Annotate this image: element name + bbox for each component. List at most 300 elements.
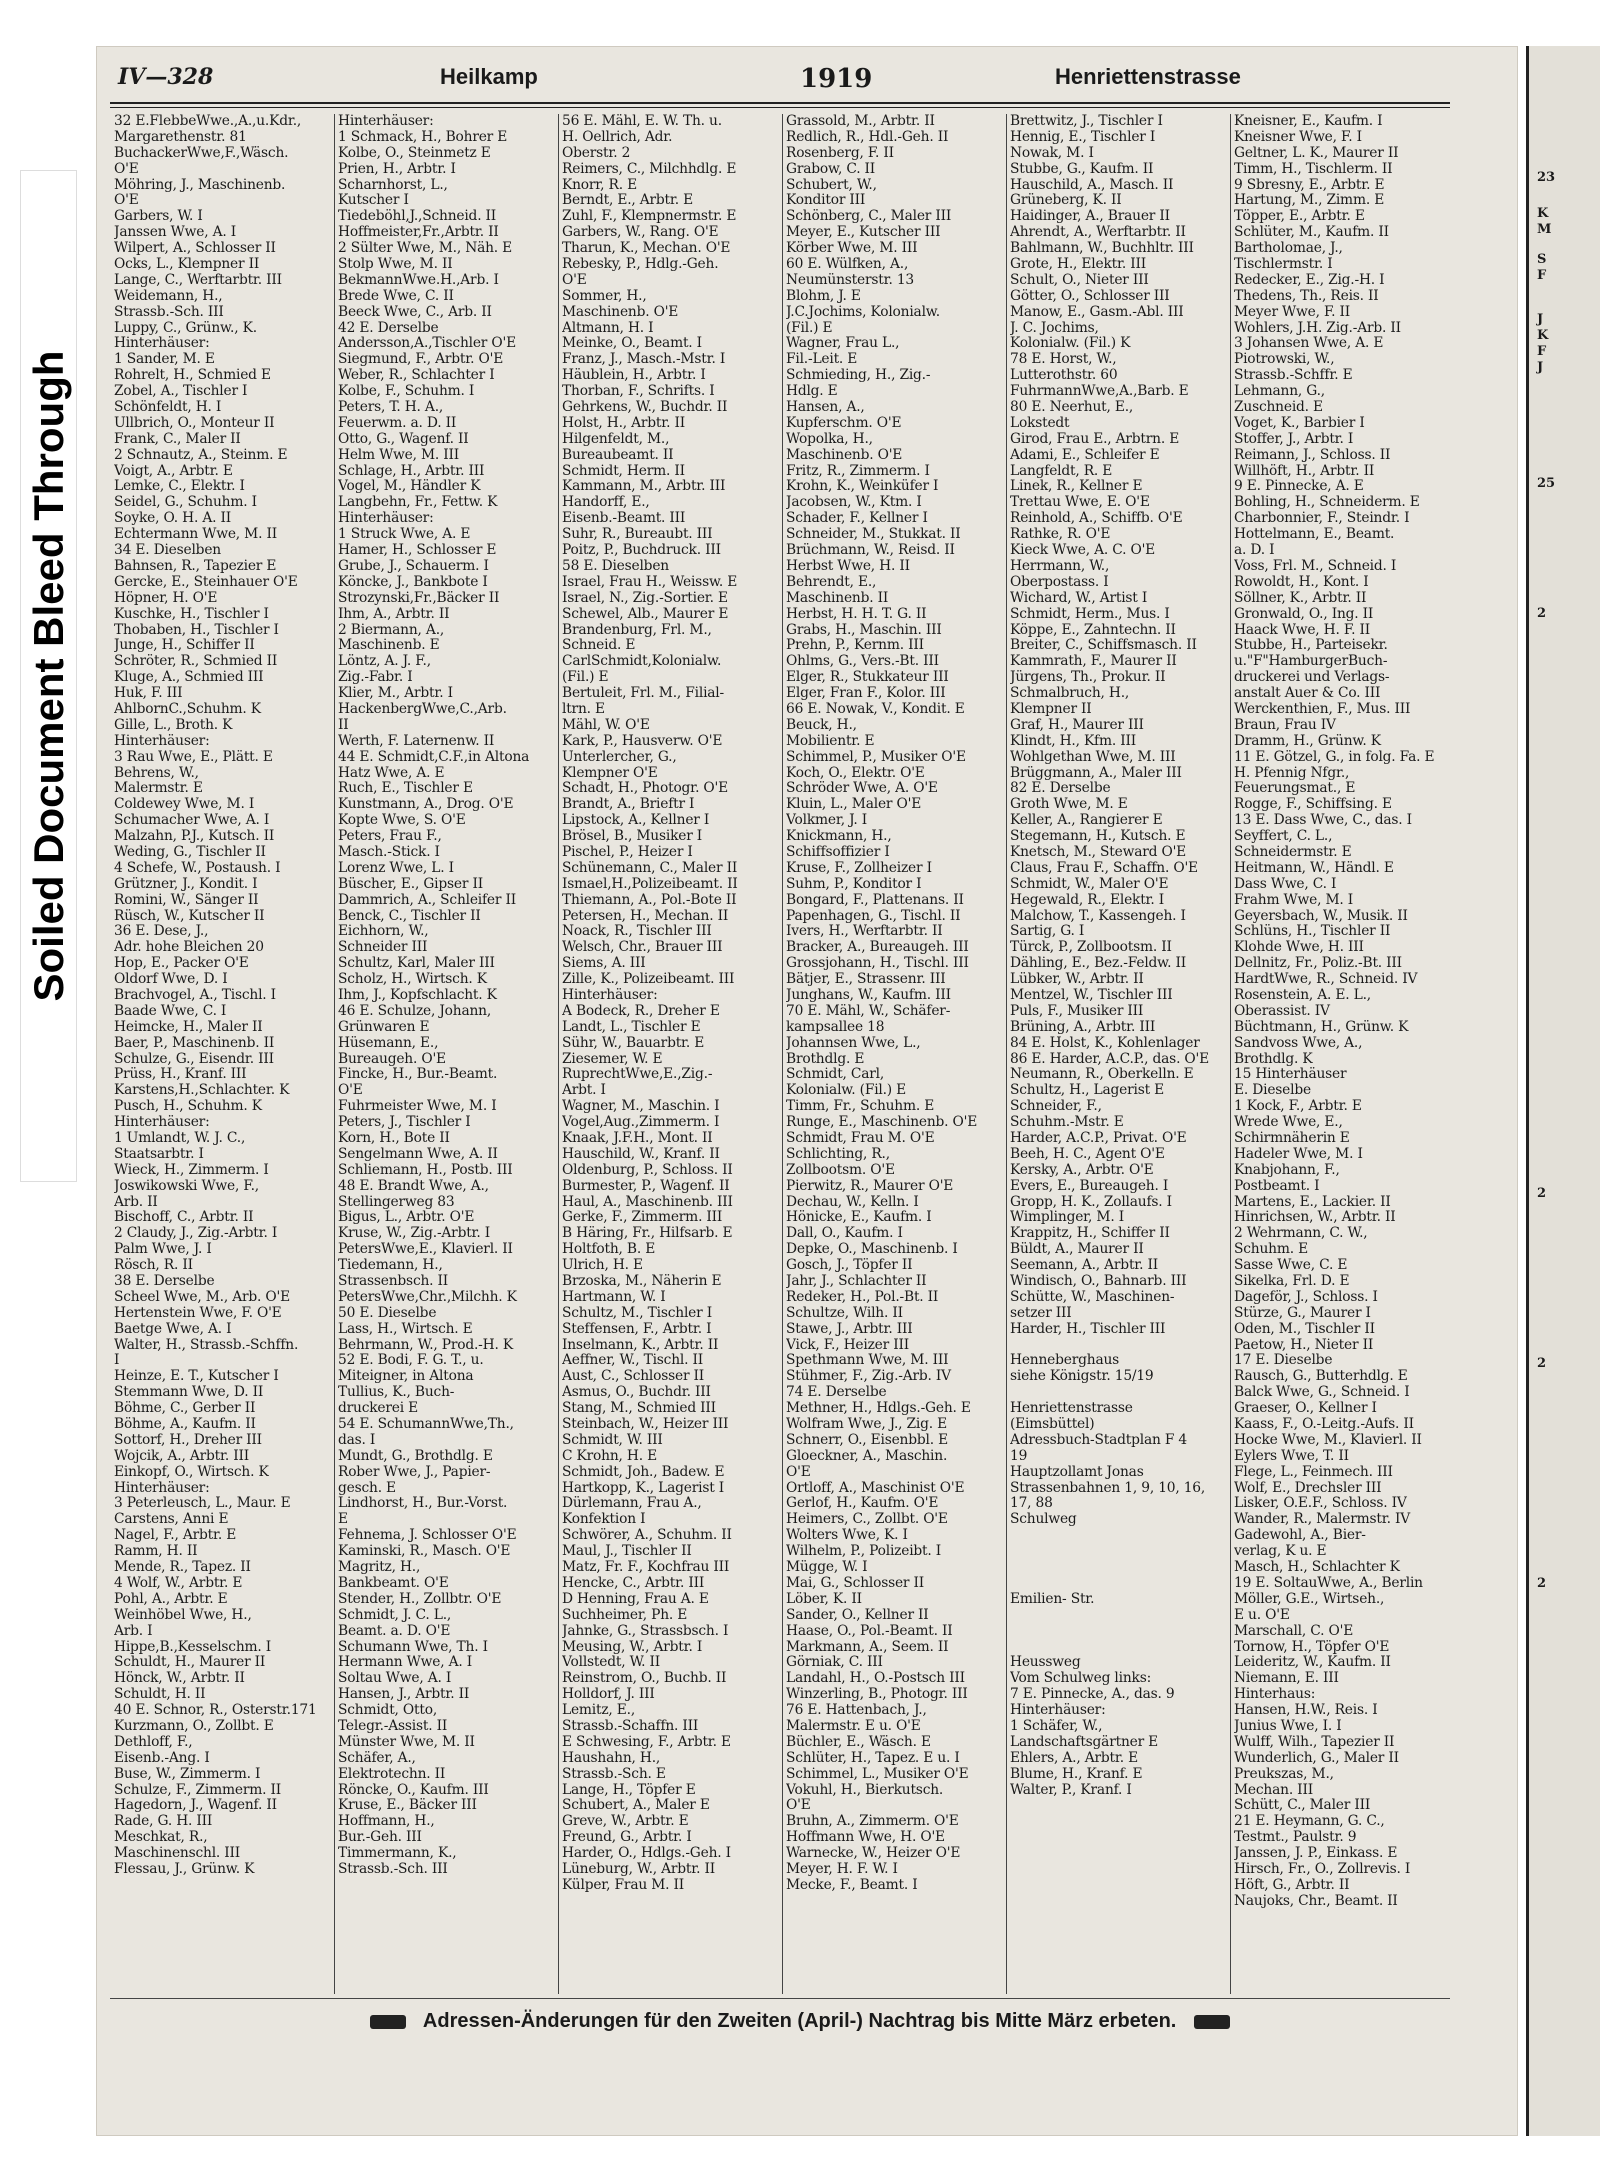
directory-entry-line: Hansen, J., Arbtr. II bbox=[338, 1687, 470, 1703]
directory-entry-line: Ivers, H., Werftarbtr. II bbox=[786, 924, 943, 940]
directory-entry-line: Emilien- Str. bbox=[1010, 1591, 1095, 1607]
directory-entry-line: Kolonialw. (Fil.) E bbox=[786, 1083, 907, 1099]
directory-entry-line: Testmt., Paulstr. 9 bbox=[1234, 1830, 1357, 1846]
directory-entry-line: Timm, Fr., Schuhm. E bbox=[786, 1099, 935, 1115]
directory-entry-line: Reinstrom, O., Buchb. II bbox=[562, 1671, 727, 1687]
directory-entry-line: Heitmann, W., Händl. E bbox=[1234, 860, 1394, 876]
directory-entry-line: Türck, P., Zollbootsm. II bbox=[1010, 940, 1172, 956]
directory-entry-line: Thedens, Th., Reis. II bbox=[1234, 288, 1379, 304]
footer-text: Adressen-Änderungen für den Zweiten (April-) Nachtrag bis Mitte März erbeten. bbox=[422, 2010, 1177, 2032]
directory-entry-line: 50 E. Dieselbe bbox=[338, 1305, 437, 1321]
directory-entry-line: Huk, F. III bbox=[114, 686, 183, 702]
directory-entry-line: Benck, C., Tischler II bbox=[338, 908, 481, 924]
directory-entry-line: Behrendt, E., bbox=[786, 574, 877, 590]
directory-entry-line: Gronwald, O., Ing. II bbox=[1234, 606, 1374, 622]
directory-entry-line: Hadeler Wwe, M. I bbox=[1234, 1146, 1363, 1162]
directory-entry-line: 17 E. Dieselbe bbox=[1234, 1353, 1333, 1369]
directory-entry-line: Büchtmann, H., Grünw. K bbox=[1234, 1019, 1409, 1035]
directory-entry-line: Kruse, W., Zig.-Arbtr. I bbox=[338, 1226, 491, 1242]
directory-entry-line: Stawe, J., Arbtr. III bbox=[786, 1321, 913, 1337]
header-name-range: Heilkamp bbox=[440, 64, 538, 89]
directory-entry-line: Arb. I bbox=[114, 1623, 153, 1639]
directory-entry-line: Spethmann Wwe, M. III bbox=[786, 1353, 949, 1369]
directory-entry-line: Steffensen, F., Arbtr. I bbox=[562, 1321, 712, 1337]
directory-entry-line: 9 E. Pinnecke, A. E bbox=[1234, 479, 1364, 495]
directory-entry-line: Junius Wwe, I. I bbox=[1234, 1718, 1342, 1734]
directory-entry-line: Schumann Wwe, Th. I bbox=[338, 1639, 488, 1655]
directory-entry-line: Luppy, C., Grünw., K. bbox=[114, 320, 257, 336]
directory-entry-line: Dechau, W., Kelln. I bbox=[786, 1194, 919, 1210]
directory-entry-line: Schneider, M., Stukkat. II bbox=[786, 527, 961, 543]
directory-entry-line: Eisenb.-Beamt. III bbox=[562, 511, 686, 527]
directory-entry-line: 44 E. Schmidt,C.F.,in Altona bbox=[338, 749, 530, 765]
directory-entry-line: Hinterhäuser: bbox=[114, 1480, 210, 1496]
directory-entry-line: Eisenb.-Ang. I bbox=[114, 1750, 210, 1766]
directory-entry-line: Oberassist. IV bbox=[1234, 1003, 1330, 1019]
directory-entry-line: Haushahn, H., bbox=[562, 1750, 661, 1766]
footer-rule bbox=[110, 1998, 1450, 1999]
edge-mark: 25 bbox=[1537, 476, 1556, 491]
directory-entry-line: 4 Schefe, W., Postaush. I bbox=[114, 860, 281, 876]
directory-entry-line: Schultz, M., Tischler I bbox=[562, 1305, 712, 1321]
directory-entry-line: Häublein, H., Arbtr. I bbox=[562, 368, 706, 384]
directory-entry-line: Garbers, W. I bbox=[114, 209, 203, 225]
directory-entry-line: Helm Wwe, M. III bbox=[338, 447, 460, 463]
directory-entry-line: Peters, J., Tischler I bbox=[338, 1115, 471, 1131]
directory-entry-line: Masch.-Stick. I bbox=[338, 844, 440, 860]
directory-entry-line: Oden, M., Tischler II bbox=[1234, 1321, 1375, 1337]
directory-entry-line: 34 E. Dieselben bbox=[114, 543, 221, 559]
directory-entry-line: Blume, H., Kranf. E bbox=[1010, 1766, 1143, 1782]
directory-entry-line: Büchler, E., Wäsch. E bbox=[786, 1734, 931, 1750]
directory-entry-line: Keller, A., Rangierer E bbox=[1010, 813, 1163, 829]
directory-entry-line: Stoffer, J., Arbtr. I bbox=[1234, 431, 1354, 447]
directory-entry-line: Schirmnäherin E bbox=[1234, 1131, 1350, 1146]
directory-entry-line: Werth, F. Laternenw. II bbox=[338, 733, 495, 749]
directory-entry-line: Timm, H., Tischlerm. II bbox=[1234, 161, 1393, 177]
directory-entry-line: O'E bbox=[114, 161, 139, 177]
directory-entry-line: 3 Johansen Wwe, A. E bbox=[1234, 336, 1384, 352]
directory-entry-line: Franz, J., Masch.-Mstr. I bbox=[562, 352, 726, 368]
directory-entry-line: Schmidt, Carl, bbox=[786, 1067, 885, 1083]
directory-entry-line: J. C. Jochims, bbox=[1010, 320, 1099, 336]
directory-entry-line: Ruch, E., Tischler E bbox=[338, 781, 473, 797]
directory-entry-line: Löber, K. II bbox=[786, 1591, 862, 1607]
directory-entry-line: Rüsch, W., Kutscher II bbox=[114, 908, 265, 924]
directory-entry-line: Ohlms, G., Vers.-Bt. III bbox=[786, 654, 939, 670]
directory-entry-line: Mügge, W. I bbox=[786, 1560, 868, 1576]
directory-entry-line: Stolp Wwe, M. II bbox=[338, 257, 453, 273]
directory-entry-line: (Fil.) E bbox=[562, 670, 609, 686]
directory-entry-line: Dellnitz, Fr., Poliz.-Bt. III bbox=[1234, 956, 1402, 972]
directory-entry-line: Preukszas, M., bbox=[1234, 1766, 1334, 1782]
directory-entry-line: Redlich, R., Hdl.-Geh. II bbox=[786, 129, 949, 145]
directory-entry-line: Fuhrmeister Wwe, M. I bbox=[338, 1099, 497, 1115]
directory-entry-line: Lemke, C., Elektr. I bbox=[114, 479, 245, 495]
directory-entry-line: Magritz, H., bbox=[338, 1560, 421, 1576]
directory-entry-line: Sikelka, Frl. D. E bbox=[1234, 1274, 1350, 1290]
directory-entry-line: Wrede Wwe, E., bbox=[1234, 1115, 1343, 1131]
directory-entry-line: Mundt, G., Brothdlg. E bbox=[338, 1448, 493, 1464]
directory-entry-line: Matz, Fr. F., Kochfrau III bbox=[562, 1560, 730, 1576]
footer-notice bbox=[300, 2010, 1300, 2033]
directory-entry-line: Söllner, K., Arbtr. II bbox=[1234, 590, 1367, 606]
directory-entry-line: D Henning, Frau A. E bbox=[562, 1591, 709, 1607]
directory-entry-line: Wichard, W., Artist I bbox=[1010, 590, 1148, 606]
directory-entry-line: Hinterhäuser: bbox=[114, 336, 210, 352]
directory-entry-line: Hop, E., Packer O'E bbox=[114, 956, 249, 972]
directory-entry-line: Ismael,H.,Polizeibeamt. II bbox=[562, 876, 738, 892]
directory-entry-line: Wagner, M., Maschin. I bbox=[562, 1099, 720, 1115]
directory-entry-line: Wagner, Frau L., bbox=[786, 336, 900, 352]
directory-entry-line: Frank, C., Maler II bbox=[114, 431, 241, 447]
directory-entry-line: Hertenstein Wwe, F. O'E bbox=[114, 1305, 282, 1321]
directory-entry-line: Grüneberg, K. II bbox=[1010, 193, 1122, 209]
directory-entry-line: Sander, O., Kellner II bbox=[786, 1607, 929, 1623]
directory-entry-line: Rade, G. H. III bbox=[114, 1814, 213, 1830]
directory-entry-line: das. I bbox=[338, 1432, 376, 1448]
directory-entry-line: Langbehn, Fr., Fettw. K bbox=[338, 495, 498, 511]
directory-entry-line: Lisker, O.E.F., Schloss. IV bbox=[1234, 1496, 1407, 1512]
directory-entry-line: Reimann, J., Schloss. II bbox=[1234, 447, 1391, 463]
directory-entry-line: Schimmel, L., Musiker O'E bbox=[786, 1766, 969, 1782]
directory-entry-line: Wohlgethan Wwe, M. III bbox=[1010, 749, 1176, 765]
directory-entry-line: Kluge, A., Schmied III bbox=[114, 670, 264, 686]
page-number: IV—328 bbox=[118, 64, 214, 90]
directory-entry-line: 1 Struck Wwe, A. E bbox=[338, 527, 471, 543]
directory-entry-line: Eylers Wwe, T. II bbox=[1234, 1448, 1349, 1464]
directory-entry-line: O'E bbox=[562, 272, 587, 288]
directory-entry-line: Ihm, A., Arbtr. II bbox=[338, 606, 450, 622]
directory-entry-line: druckerei und Verlags- bbox=[1234, 670, 1390, 686]
directory-entry-line: Rohrelt, H., Schmied E bbox=[114, 368, 271, 384]
directory-entry-line: Hartmann, W. I bbox=[562, 1289, 666, 1305]
directory-entry-line: Ziesemer, W. E bbox=[562, 1051, 663, 1067]
directory-entry-line: Warnecke, W., Heizer O'E bbox=[786, 1846, 961, 1862]
directory-entry-line: Volkmer, J. I bbox=[786, 813, 867, 829]
directory-entry-line: B Häring, Fr., Hilfsarb. E bbox=[562, 1226, 733, 1242]
directory-entry-line: Beuck, H., bbox=[786, 717, 857, 733]
directory-entry-line: Voget, K., Barbier I bbox=[1234, 415, 1365, 431]
directory-entry-line: Wolters Wwe, K. I bbox=[786, 1528, 908, 1544]
directory-entry-line: Vogel, M., Händler K bbox=[338, 479, 481, 495]
directory-entry-line: Kneisner Wwe, F. I bbox=[1234, 129, 1362, 145]
directory-entry-line: Brüchmann, W., Reisd. II bbox=[786, 543, 955, 559]
edge-mark: K bbox=[1537, 206, 1549, 221]
directory-entry-line: Charbonnier, F., Steindr. I bbox=[1234, 511, 1410, 527]
directory-entry-line: Hartung, M., Zimm. E bbox=[1234, 193, 1385, 209]
directory-entry-line bbox=[1010, 1624, 1228, 1640]
directory-entry-line: Malzahn, P.J., Kutsch. II bbox=[114, 829, 275, 845]
directory-entry-line: Möller, G.E., Wirtseh., bbox=[1234, 1591, 1385, 1607]
directory-entry-line: Klempner II bbox=[1010, 701, 1092, 717]
directory-entry-line: druckerei E bbox=[338, 1401, 418, 1417]
directory-entry-line: Romini, W., Sänger II bbox=[114, 892, 259, 908]
directory-entry-line: Kruse, E., Bäcker III bbox=[338, 1798, 477, 1814]
directory-entry-line: Wopolka, H., bbox=[786, 431, 873, 447]
directory-entry-line: Sandvoss Wwe, A., bbox=[1234, 1035, 1363, 1051]
directory-entry-line: HackenbergWwe,C.,Arb. bbox=[338, 701, 507, 717]
directory-entry-line: (Fil.) E bbox=[786, 320, 833, 336]
directory-entry-line: Hocke Wwe, M., Klavierl. II bbox=[1234, 1432, 1422, 1448]
directory-entry-line: Malermstr. E u. O'E bbox=[786, 1718, 921, 1734]
directory-entry-line: Landt, L., Tischler E bbox=[562, 1019, 701, 1035]
directory-entry-line: Hinterhäuser: bbox=[114, 733, 210, 749]
directory-entry-line: Prüss, H., Kranf. III bbox=[114, 1067, 247, 1083]
scan-margin-top bbox=[0, 0, 1600, 40]
directory-entry-line: Meschkat, R., bbox=[114, 1830, 208, 1846]
directory-entry-line: Joswikowski Wwe, F., bbox=[114, 1178, 259, 1194]
directory-entry-line: Redeker, H., Pol.-Bt. II bbox=[786, 1289, 939, 1305]
directory-entry-line: Grünwaren E bbox=[338, 1019, 430, 1035]
directory-entry-line: Wunderlich, G., Maler II bbox=[1234, 1750, 1399, 1766]
directory-entry-line: 74 E. Derselbe bbox=[786, 1385, 887, 1401]
directory-entry-line: Schadt, H., Photogr. O'E bbox=[562, 781, 729, 797]
directory-entry-line: gesch. E bbox=[338, 1480, 396, 1496]
directory-entry-line: Bischoff, C., Arbtr. II bbox=[114, 1210, 254, 1226]
directory-entry-line: Stellingerweg 83 bbox=[338, 1194, 455, 1210]
directory-entry-line: Welsch, Chr., Brauer III bbox=[562, 940, 723, 956]
directory-entry-line: Wieck, H., Zimmerm. I bbox=[114, 1162, 269, 1178]
directory-entry-line: Dass Wwe, C. I bbox=[1234, 876, 1337, 892]
directory-entry-line: Schumacher Wwe, A. I bbox=[114, 813, 270, 829]
directory-entry-line: Stender, H., Zollbtr. O'E bbox=[338, 1591, 502, 1607]
directory-entry-line: Fil.-Leit. E bbox=[786, 352, 858, 368]
directory-entry-line: Landahl, H., O.-Postsch III bbox=[786, 1671, 965, 1687]
directory-entry-line: Holtfoth, B. E bbox=[562, 1242, 656, 1258]
directory-entry-line: Prehn, P., Kernm. III bbox=[786, 638, 924, 654]
directory-entry-line: 1 Kock, F., Arbtr. E bbox=[1234, 1099, 1362, 1115]
directory-entry-line: Maschinenb. O'E bbox=[562, 304, 679, 320]
directory-entry-line: Kruse, F., Zollheizer I bbox=[786, 860, 932, 876]
edge-mark: K bbox=[1537, 328, 1549, 343]
directory-entry-line: Piotrowski, W., bbox=[1234, 352, 1335, 368]
directory-entry-line: Kersky, A., Arbtr. O'E bbox=[1010, 1162, 1154, 1178]
directory-entry-line: Peters, Frau F., bbox=[338, 829, 442, 845]
directory-entry-line: Scharnhorst, L., bbox=[338, 177, 448, 193]
directory-entry-line: Harder, H., Tischler III bbox=[1010, 1321, 1166, 1337]
directory-entry-line: 15 Hinterhäuser bbox=[1234, 1067, 1347, 1083]
directory-entry-line: Lutterothstr. 60 bbox=[1010, 368, 1118, 384]
directory-entry-line: Hauschild, A., Masch. II bbox=[1010, 177, 1174, 193]
directory-entry-line: Trettau Wwe, E. O'E bbox=[1010, 495, 1150, 511]
directory-entry-line: 11 E. Götzel, G., in folg. Fa. E bbox=[1234, 749, 1435, 765]
header-rule-thin bbox=[110, 107, 1450, 108]
directory-entry-line: Herbst, H. H. T. G. II bbox=[786, 606, 927, 622]
directory-entry-line: 66 E. Nowak, V., Kondit. E bbox=[786, 701, 965, 717]
directory-entry-line: Schütte, W., Maschinen- bbox=[1010, 1289, 1175, 1305]
directory-entry-line: Lorenz Wwe, L. I bbox=[338, 860, 454, 876]
edge-mark: J bbox=[1537, 360, 1544, 375]
directory-entry-line: Schlüter, H., Tapez. E u. I bbox=[786, 1750, 960, 1766]
directory-entry-line: Stegemann, H., Kutsch. E bbox=[1010, 829, 1186, 845]
directory-entry-line: Tiedeböhl,J.,Schneid. II bbox=[338, 209, 497, 225]
directory-entry-line: Oberstr. 2 bbox=[562, 145, 631, 161]
directory-entry-line: Ihm, J., Kopfschlacht. K bbox=[338, 987, 497, 1003]
directory-entry-line: Wilpert, A., Schlosser II bbox=[114, 241, 276, 257]
directory-entry-line: Schewel, Alb., Maurer E bbox=[562, 606, 729, 622]
directory-entry-line: 86 E. Harder, A.C.P., das. O'E bbox=[1010, 1051, 1210, 1067]
directory-entry-line: Lange, H., Töpfer E bbox=[562, 1782, 696, 1798]
directory-entry-line: Möhring, J., Maschinenb. bbox=[114, 177, 286, 193]
directory-entry-line: Telegr.-Assist. II bbox=[338, 1718, 448, 1734]
directory-entry-line: Schultze, Wilh. II bbox=[786, 1305, 903, 1321]
directory-entry-line: Strassb.-Sch. E bbox=[562, 1766, 666, 1782]
directory-entry-line: Hennig, E., Tischler I bbox=[1010, 129, 1156, 145]
directory-entry-line: Haack Wwe, H. F. II bbox=[1234, 622, 1370, 638]
directory-entry-line: Graf, H., Maurer III bbox=[1010, 717, 1144, 733]
directory-entry-line: Lokstedt bbox=[1010, 415, 1070, 431]
directory-entry-line: Maschinenb. O'E bbox=[786, 447, 903, 463]
directory-entry-line: 40 E. Schnor, R., Osterstr.171 bbox=[114, 1703, 317, 1719]
directory-entry-line: Flessau, J., Grünw. K bbox=[114, 1861, 255, 1877]
directory-entry-line: Gille, L., Broth. K bbox=[114, 717, 233, 733]
directory-entry-line: Strassb.-Schffr. E bbox=[1234, 368, 1353, 384]
directory-entry-line: O'E bbox=[786, 1798, 811, 1814]
directory-entry-line: 70 E. Mähl, W., Schäfer- bbox=[786, 1003, 951, 1019]
directory-entry-line: Elger, R., Stukkateur III bbox=[786, 670, 949, 686]
directory-entry-line: 1 Umlandt, W. J. C., bbox=[114, 1131, 246, 1146]
directory-entry-line: Eichhorn, W., bbox=[338, 924, 429, 940]
directory-entry-line: Grube, J., Schauerm. I bbox=[338, 558, 489, 574]
directory-entry-line: Scheel Wwe, M., Arb. O'E bbox=[114, 1289, 290, 1305]
directory-entry-line: Mecke, F., Beamt. I bbox=[786, 1877, 918, 1893]
directory-entry-line: Hatz Wwe, A. E bbox=[338, 765, 445, 781]
directory-entry-line: Külper, Frau M. II bbox=[562, 1877, 685, 1893]
directory-entry-line: Malchow, T., Kassengeh. I bbox=[1010, 908, 1186, 924]
directory-entry-line: Suchheimer, Ph. E bbox=[562, 1607, 688, 1623]
directory-entry-line: Tischlermstr. I bbox=[1234, 257, 1333, 273]
directory-entry-line: Schmalbruch, H., bbox=[1010, 686, 1130, 702]
directory-entry-line: E Schwesing, F., Arbtr. E bbox=[562, 1734, 731, 1750]
directory-entry-line: E. Dieselbe bbox=[1234, 1083, 1311, 1099]
directory-entry-line: Weinhöbel Wwe, H., bbox=[114, 1607, 252, 1623]
directory-entry-line: Knetsch, M., Steward O'E bbox=[1010, 844, 1187, 860]
directory-entry-line: Hinterhäuser: bbox=[338, 114, 434, 129]
directory-entry-line: Höft, G., Arbtr. II bbox=[1234, 1877, 1350, 1893]
directory-entry-line: Kammrath, F., Maurer II bbox=[1010, 654, 1177, 670]
directory-entry-line: Heinze, E. T., Kutscher I bbox=[114, 1369, 279, 1385]
directory-entry-line: Jacobsen, W., Ktm. I bbox=[786, 495, 922, 511]
pointing-hand-icon bbox=[370, 2015, 406, 2029]
directory-entry-line: Miteigner, in Altona bbox=[338, 1369, 474, 1385]
directory-entry-line: O'E bbox=[338, 1083, 363, 1099]
directory-entry-line: siehe Königstr. 15/19 bbox=[1010, 1369, 1154, 1385]
directory-entry-line: Konditor III bbox=[786, 193, 866, 209]
directory-entry-line: Puls, F., Musiker III bbox=[1010, 1003, 1144, 1019]
directory-entry-line: Grabs, H., Maschin. III bbox=[786, 622, 942, 638]
directory-entry-line: Landschaftsgärtner E bbox=[1010, 1734, 1159, 1750]
directory-entry-line: 2 Biermann, A., bbox=[338, 622, 445, 638]
directory-entry-line: Walter, H., Strassb.-Schffn. bbox=[114, 1337, 299, 1353]
directory-entry-line: Pierwitz, R., Maurer O'E bbox=[786, 1178, 954, 1194]
directory-entry-line: Ocks, L., Klempner II bbox=[114, 257, 260, 273]
directory-entry-line: Schwörer, A., Schuhm. II bbox=[562, 1528, 732, 1544]
directory-entry-line: Meyer, H. F. W. I bbox=[786, 1861, 898, 1877]
directory-entry-line: Mechan. III bbox=[1234, 1782, 1313, 1798]
directory-entry-line: Vokuhl, H., Bierkutsch. bbox=[786, 1782, 944, 1798]
directory-entry-line: Ramm, H. II bbox=[114, 1544, 198, 1560]
directory-entry-line: A Bodeck, R., Dreher E bbox=[562, 1003, 720, 1019]
directory-entry-line: Andersson,A.,Tischler O'E bbox=[338, 336, 516, 352]
directory-entry-line: Grabow, C. II bbox=[786, 161, 876, 177]
directory-entry-line: J.C.Jochims, Kolonialw. bbox=[786, 304, 940, 320]
directory-entry-line: Dramm, H., Grünw. K bbox=[1234, 733, 1381, 749]
directory-entry-line: Rosenberg, F. II bbox=[786, 145, 894, 161]
directory-entry-line: Tiedemann, H., bbox=[338, 1258, 443, 1274]
directory-entry-line: Schmidt, Otto, bbox=[338, 1703, 437, 1719]
directory-entry-line: Maschinenb. E bbox=[338, 638, 440, 654]
directory-entry-line: Jahr, J., Schlachter II bbox=[786, 1274, 927, 1290]
directory-entry-line: Schmidt, J. C. L., bbox=[338, 1607, 452, 1623]
directory-entry-line: Bahnsen, R., Tapezier E bbox=[114, 558, 277, 574]
directory-entry-line: Schlüter, M., Kaufm. II bbox=[1234, 225, 1389, 241]
edge-mark: J bbox=[1537, 312, 1544, 327]
directory-entry-line: Reinhold, A., Schiffb. O'E bbox=[1010, 511, 1183, 527]
directory-entry-line: Gloeckner, A., Maschin. bbox=[786, 1448, 948, 1464]
directory-entry-line: Schubert, A., Maler E bbox=[562, 1798, 710, 1814]
directory-entry-line: Kurzmann, O., Zollbt. E bbox=[114, 1718, 274, 1734]
directory-entry-line: Bartholomae, J., bbox=[1234, 241, 1343, 257]
directory-entry-line: Wolfram Wwe, J., Zig. E bbox=[786, 1417, 947, 1433]
directory-entry-line: Maschinenb. II bbox=[786, 590, 889, 606]
directory-entry-line: Voss, Frl. M., Schneid. I bbox=[1234, 558, 1397, 574]
directory-entry-line: Schlüns, H., Tischler II bbox=[1234, 924, 1391, 940]
directory-entry-line: O'E bbox=[786, 1464, 811, 1480]
directory-entry-line: Palm Wwe, J. I bbox=[114, 1242, 212, 1258]
directory-entry-line: Zuschneid. E bbox=[1234, 400, 1323, 416]
directory-entry-line: 19 E. SoltauWwe, A., Berlin bbox=[1234, 1575, 1423, 1591]
directory-entry-line: Blohm, J. E bbox=[786, 288, 861, 304]
directory-entry-line: Krappitz, H., Schiffer II bbox=[1010, 1226, 1170, 1242]
directory-entry-line: Hönck, W., Arbtr. II bbox=[114, 1671, 245, 1687]
directory-entry-line: Wojcik, A., Arbtr. III bbox=[114, 1448, 249, 1464]
directory-entry-line: Kuschke, H., Tischler I bbox=[114, 606, 269, 622]
directory-entry-line: Weber, R., Schlachter I bbox=[338, 368, 495, 384]
directory-entry-line: Paetow, H., Nieter II bbox=[1234, 1337, 1374, 1353]
directory-entry-line: Stürze, G., Maurer I bbox=[1234, 1305, 1371, 1321]
directory-entry-line: 58 E. Dieselben bbox=[562, 558, 669, 574]
directory-entry-line: Baetge Wwe, A. I bbox=[114, 1321, 232, 1337]
directory-entry-line: Knickmann, H., bbox=[786, 829, 892, 845]
directory-entry-line: Schönberg, C., Maler III bbox=[786, 209, 952, 225]
directory-entry-line: Klohde Wwe, H. III bbox=[1234, 940, 1364, 956]
directory-entry-line: Hauptzollamt Jonas bbox=[1010, 1464, 1144, 1480]
directory-entry-line: Tharun, K., Mechan. O'E bbox=[562, 241, 731, 257]
directory-entry-line: Runge, E., Maschinenb. O'E bbox=[786, 1115, 978, 1131]
directory-entry-line: 54 E. SchumannWwe,Th., bbox=[338, 1417, 514, 1433]
directory-entry-line: Oldenburg, P., Schloss. II bbox=[562, 1162, 733, 1178]
directory-entry-line: Mobilientr. E bbox=[786, 733, 875, 749]
directory-entry-line: Hilgenfeldt, M., bbox=[562, 431, 670, 447]
directory-entry-line bbox=[1010, 1560, 1228, 1576]
directory-entry-line: Wimplinger, M. I bbox=[1010, 1210, 1124, 1226]
directory-entry-line: Adami, E., Schleifer E bbox=[1010, 447, 1160, 463]
directory-entry-line: Martens, E., Lackier. II bbox=[1234, 1194, 1391, 1210]
directory-entry-line: Girod, Frau E., Arbtrn. E bbox=[1010, 431, 1180, 447]
directory-entry-line: Stang, M., Schmied III bbox=[562, 1401, 716, 1417]
directory-entry-line: 36 E. Dese, J., bbox=[114, 924, 209, 940]
directory-entry-line: Weidemann, H., bbox=[114, 288, 223, 304]
directory-entry-line bbox=[1010, 1640, 1228, 1656]
directory-entry-line: Leideritz, W., Kaufm. II bbox=[1234, 1655, 1391, 1671]
directory-entry-line: Pohl, A., Arbtr. E bbox=[114, 1591, 228, 1607]
directory-entry-line: Rebesky, P., Hdlg.-Geh. bbox=[562, 257, 719, 273]
directory-entry-line: I bbox=[114, 1353, 120, 1369]
directory-entry-line: Peters, T. H. A., bbox=[338, 400, 444, 416]
directory-entry-line: Korn, H., Bote II bbox=[338, 1131, 450, 1146]
directory-entry-line: Soltau Wwe, A. I bbox=[338, 1671, 452, 1687]
